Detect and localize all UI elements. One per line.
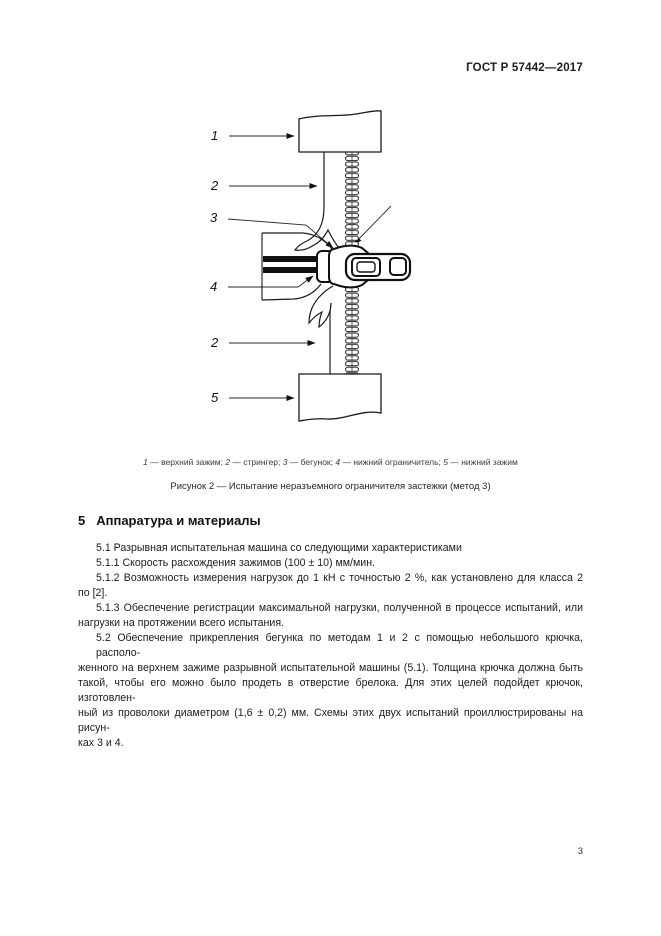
section-number: 5 bbox=[78, 513, 86, 528]
body-line: такой, чтобы его можно было продеть в отверстие брелока. Для этих целей подойдет крючок, изготовлен- bbox=[78, 677, 583, 704]
legend-num-2: 2 bbox=[225, 457, 231, 467]
zipper-teeth-lower bbox=[345, 283, 359, 376]
body-line: 5.1.1 Скорость расхождения зажимов (100 ± 10) мм/мин. bbox=[96, 557, 375, 569]
legend-num-5: 5 bbox=[443, 457, 449, 467]
body-line: 5.2 Обеспечение прикрепления бегунка по методам 1 и 2 с помощью небольшого крючка, располо- bbox=[96, 632, 583, 659]
body-line: ках 3 и 4. bbox=[78, 737, 124, 749]
leader-4-bottom-stop bbox=[228, 276, 313, 287]
callout-1: 1 bbox=[211, 128, 219, 143]
leader-3-slider-right bbox=[354, 206, 391, 244]
figure-caption: Рисунок 2 — Испытание неразъемного ограничителя застежки (метод 3) bbox=[170, 481, 491, 492]
section-heading bbox=[78, 513, 583, 528]
callout-4: 4 bbox=[210, 279, 218, 294]
page-number: 3 bbox=[577, 846, 583, 857]
legend-num-4: 4 bbox=[335, 457, 341, 467]
lower-stringer-tape bbox=[309, 286, 333, 374]
callout-3: 3 bbox=[210, 210, 218, 225]
puller-bridge-hole bbox=[357, 262, 375, 272]
document-header: ГОСТ Р 57442—2017 bbox=[466, 62, 583, 74]
chain-bar-top bbox=[263, 256, 319, 262]
body-line: по [2]. bbox=[78, 587, 108, 599]
body-line: 5.1.3 Обеспечение регистрации максимальной нагрузки, полученной в процессе испытаний, или bbox=[96, 602, 583, 614]
legend-num-3: 3 bbox=[282, 457, 288, 467]
body-line: 5.1.2 Возможность измерения нагрузок до 1 кН с точностью 2 %, как установлено для класса 2 bbox=[96, 572, 583, 584]
callout-2-lower: 2 bbox=[211, 335, 219, 350]
body-line: 5.1 Разрывная испытательная машина со следующими характеристиками bbox=[96, 542, 462, 554]
bottom-clamp bbox=[299, 374, 381, 421]
callout-2-upper: 2 bbox=[211, 178, 219, 193]
puller-hole bbox=[390, 258, 406, 275]
slider-assembly bbox=[317, 246, 410, 288]
upper-stringer-tape bbox=[295, 152, 339, 250]
top-clamp bbox=[299, 111, 381, 152]
legend-num-1: 1 bbox=[143, 457, 148, 467]
callout-5: 5 bbox=[211, 390, 219, 405]
body-line: нагрузки на протяжении всего испытания. bbox=[78, 617, 284, 629]
section-body bbox=[78, 541, 583, 751]
body-line: женного на верхнем зажиме разрывной испытательной машины (5.1). Толщина крючка должна быть bbox=[78, 662, 583, 674]
legend-desc-2: — стрингер; bbox=[230, 457, 283, 467]
legend-desc-5: — нижний зажим bbox=[448, 457, 518, 467]
body-line: ный из проволоки диаметром (1,6 ± 0,2) мм. Схемы этих двух испытаний проиллюстрированы на рисун- bbox=[78, 707, 583, 734]
zipper-teeth-upper bbox=[345, 150, 359, 253]
legend-desc-4: — нижний ограничитель; bbox=[340, 457, 444, 467]
section-title: Аппаратура и материалы bbox=[96, 513, 261, 528]
figure-legend bbox=[0, 457, 661, 467]
figure-2-zipper-test-diagram bbox=[195, 95, 445, 435]
legend-desc-1: — верхний зажим; bbox=[147, 457, 226, 467]
legend-desc-3: — бегунок; bbox=[287, 457, 336, 467]
chain-bar-bottom bbox=[263, 267, 319, 273]
